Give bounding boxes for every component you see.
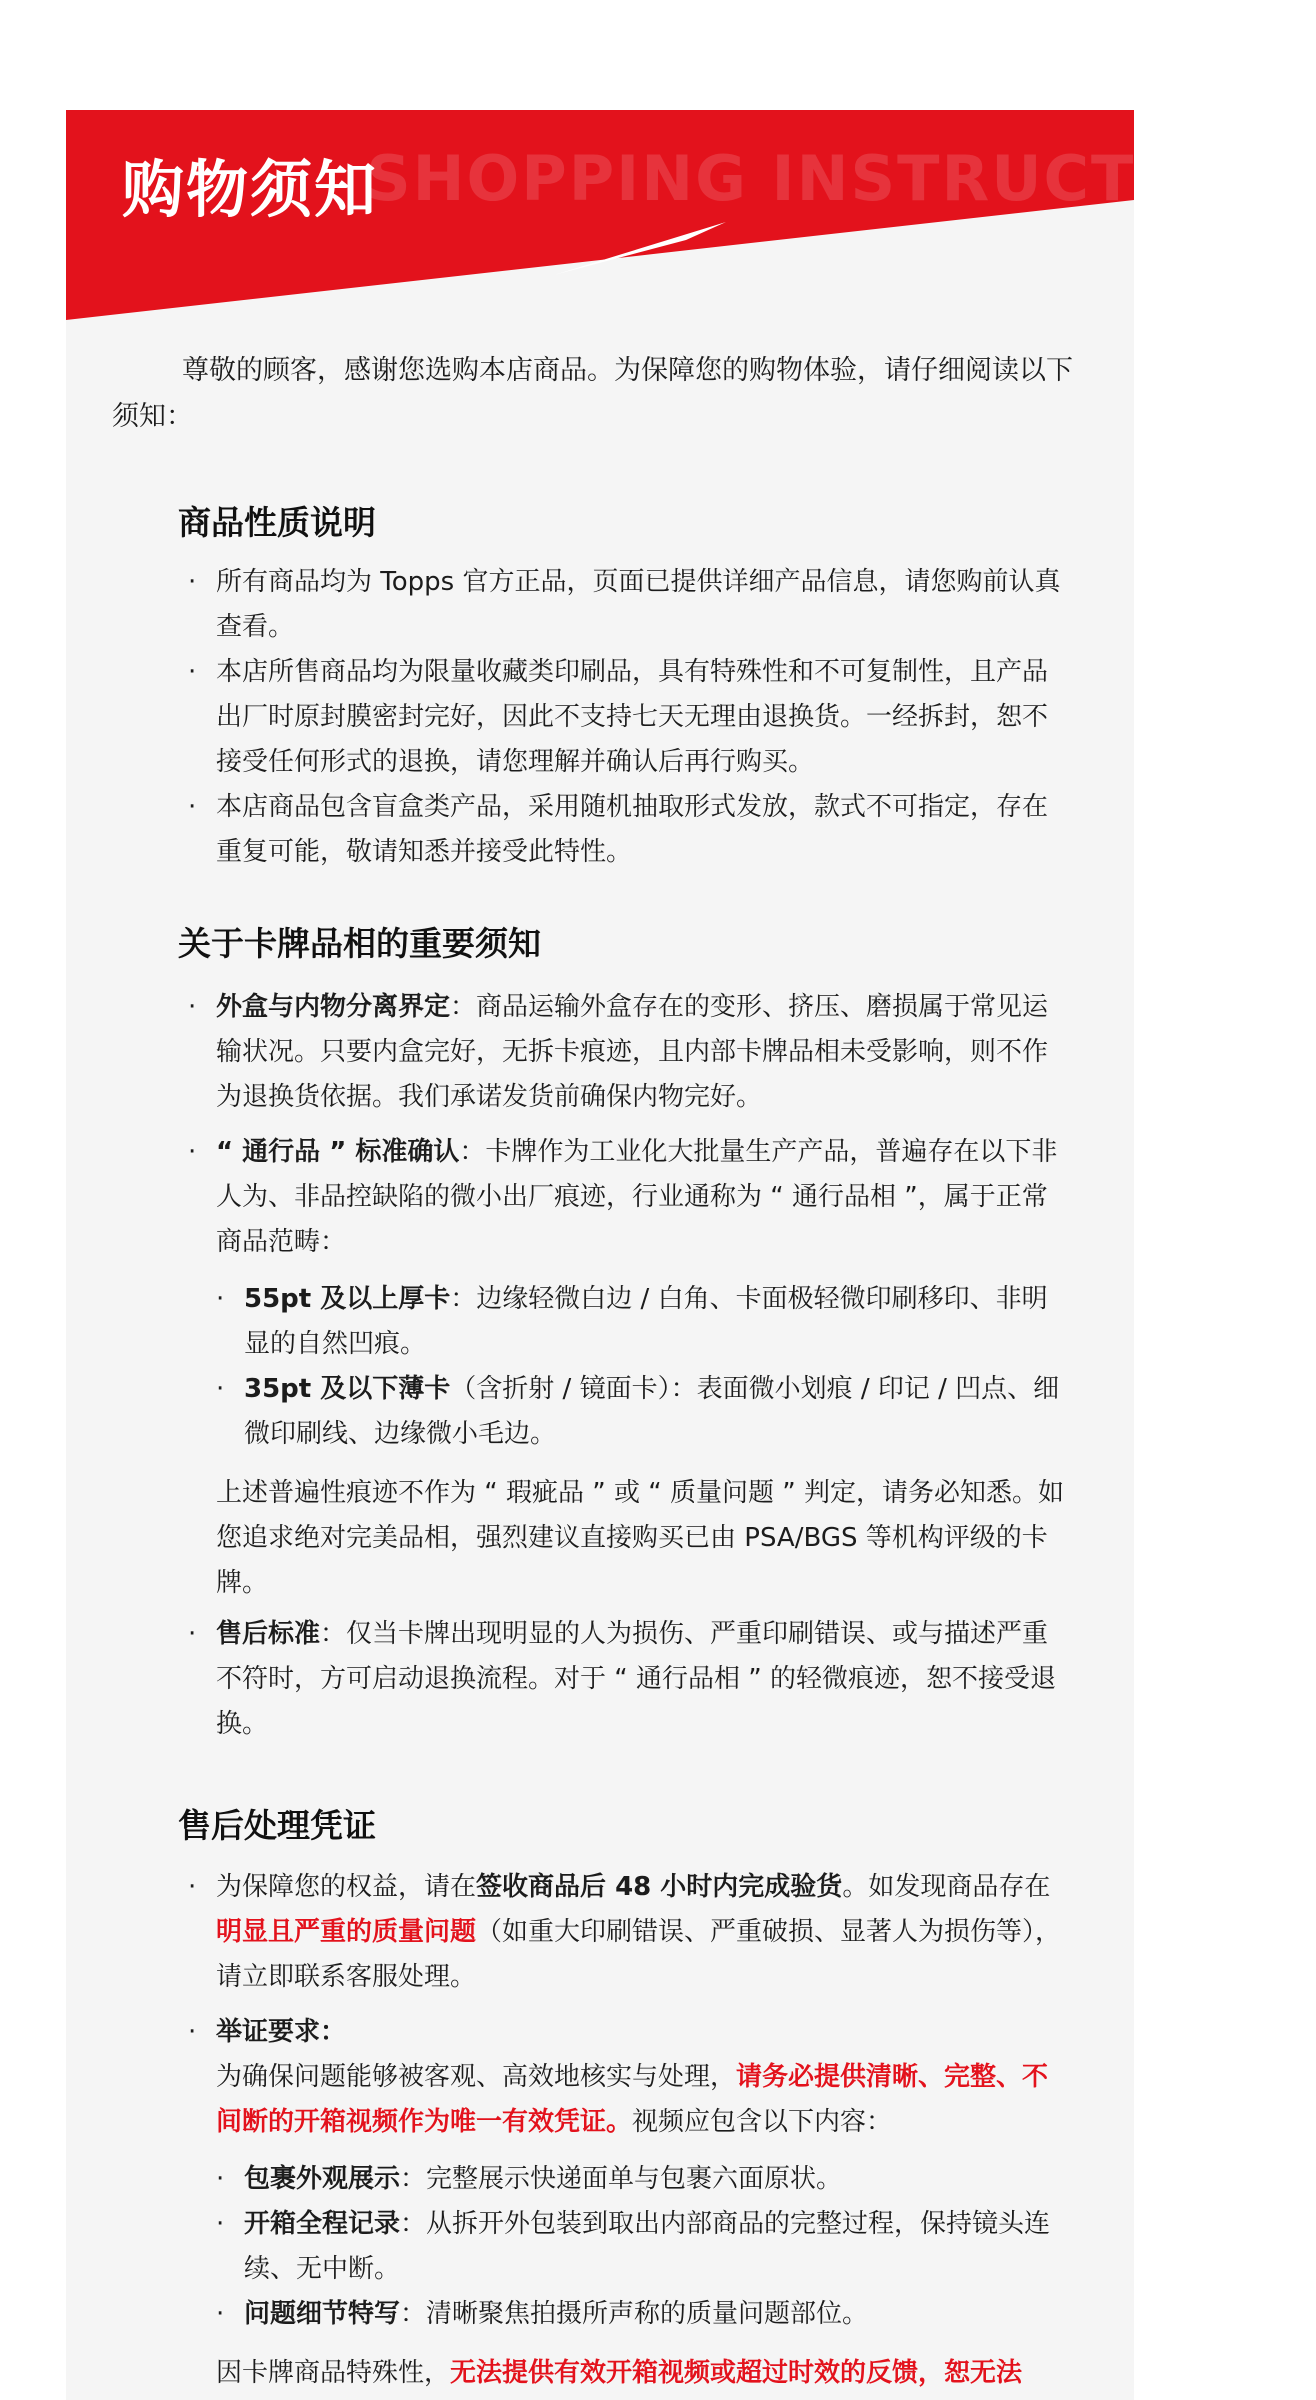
list-item: · 本店所售商品均为限量收藏类印刷品，具有特殊性和不可复制性，且产品出厂时原封膜密封完好，因此不支持七天无理由退换货。一经拆封，恕不接受任何形式的退换，请您理解并确认后再行购买。 [188, 657, 1049, 777]
list-item: · 本店商品包含盲盒类产品，采用随机抽取形式发放，款式不可指定，存在重复可能，敬请知悉并接受此特性。 [188, 792, 1049, 867]
final-note: 因卡牌商品特殊性，无法提供有效开箱视频或超过时效的反馈，恕无法 [216, 2358, 1023, 2388]
header-banner [66, 110, 1316, 320]
section-title-product-nature: 商品性质说明 [178, 503, 376, 542]
list-item: · 售后标准：仅当卡牌出现明显的人为损伤、严重印刷错误、或与描述严重不符时，方可启动退换流程。对于 “ 通行品相 ” 的轻微痕迹，恕不接受退换。 [188, 1619, 1056, 1739]
list-item: · 为保障您的权益，请在签收商品后 48 小时内完成验货。如发现商品存在明显且严重的质量问题（如重大印刷错误、严重破损、显著人为损伤等），请立即联系客服处理。 [188, 1872, 1062, 1992]
card-condition-list [188, 985, 1068, 1747]
section-title-card-condition: 关于卡牌品相的重要须知 [178, 924, 541, 963]
list-item: · “ 通行品 ” 标准确认：卡牌作为工业化大批量生产产品，普遍存在以下非人为、非品控缺陷的微小出厂痕迹，行业通称为 “ 通行品相 ”，属于正常商品范畴： · 55pt 及以上厚卡：边缘轻微白边 / 白角、卡面极轻微印刷移印、非明显的自然凹痕。 · 35pt 及以下薄卡（含折射 / 镜面卡）：表面微小划痕 / 印记 / 凹点、细微印刷线、边缘微小毛边。 上述普遍性痕迹不作为 “ 瑕疵品 ” 或 “ 质量问题 ” 判定，请务必知悉。如您追求绝对完美品相，强烈建议直接购买已由 PSA/BGS 等机构评级的卡牌。 [188, 1130, 1068, 1606]
product-nature-list [188, 560, 1068, 875]
list-item: · 所有商品均为 Topps 官方正品，页面已提供详细产品信息，请您购前认真查看。 [188, 567, 1061, 642]
intro-paragraph: 尊敬的顾客，感谢您选购本店商品。为保障您的购物体验，请仔细阅读以下须知： [112, 355, 1073, 432]
list-item: · 举证要求： 为确保问题能够被客观、高效地核实与处理，请务必提供清晰、完整、不间断的开箱视频作为唯一有效凭证。视频应包含以下内容： · 包裹外观展示：完整展示快递面单与包裹六面原状。 · 开箱全程记录：从拆开外包装到取出内部商品的完整过程，保持镜头连续、无中断。 · 问题细节特写：清晰聚焦拍摄所声称的质量问题部位。 因卡牌商品特殊性，无法提供有效开箱视频或超过时效的反馈，恕无法 [188, 2010, 1068, 2396]
sub-item: · 55pt 及以上厚卡：边缘轻微白边 / 白角、卡面极轻微印刷移印、非明显的自然凹痕。 [216, 1284, 1048, 1359]
condition-note: 上述普遍性痕迹不作为 “ 瑕疵品 ” 或 “ 质量问题 ” 判定，请务必知悉。如您追求绝对完美品相，强烈建议直接购买已由 PSA/BGS 等机构评级的卡牌。 [216, 1478, 1064, 1598]
page-title: 购物须知 [122, 153, 379, 226]
sub-item: · 问题细节特写：清晰聚焦拍摄所声称的质量问题部位。 [216, 2299, 869, 2329]
section-title-after-sales: 售后处理凭证 [178, 1806, 376, 1845]
sub-item: · 开箱全程记录：从拆开外包装到取出内部商品的完整过程，保持镜头连续、无中断。 [216, 2209, 1051, 2284]
after-sales-list [188, 1865, 1068, 2396]
banner-ghost-text: SHOPPING INSTRUCTIONS [366, 142, 1316, 215]
sub-item: · 包裹外观展示：完整展示快递面单与包裹六面原状。 [216, 2164, 843, 2194]
sub-item: · 35pt 及以下薄卡（含折射 / 镜面卡）：表面微小划痕 / 印记 / 凹点、细微印刷线、边缘微小毛边。 [216, 1374, 1060, 1449]
list-item: · 外盒与内物分离界定：商品运输外盒存在的变形、挤压、磨损属于常见运输状况。只要内盒完好，无拆卡痕迹，且内部卡牌品相未受影响，则不作为退换货依据。我们承诺发货前确保内物完好。 [188, 992, 1049, 1112]
